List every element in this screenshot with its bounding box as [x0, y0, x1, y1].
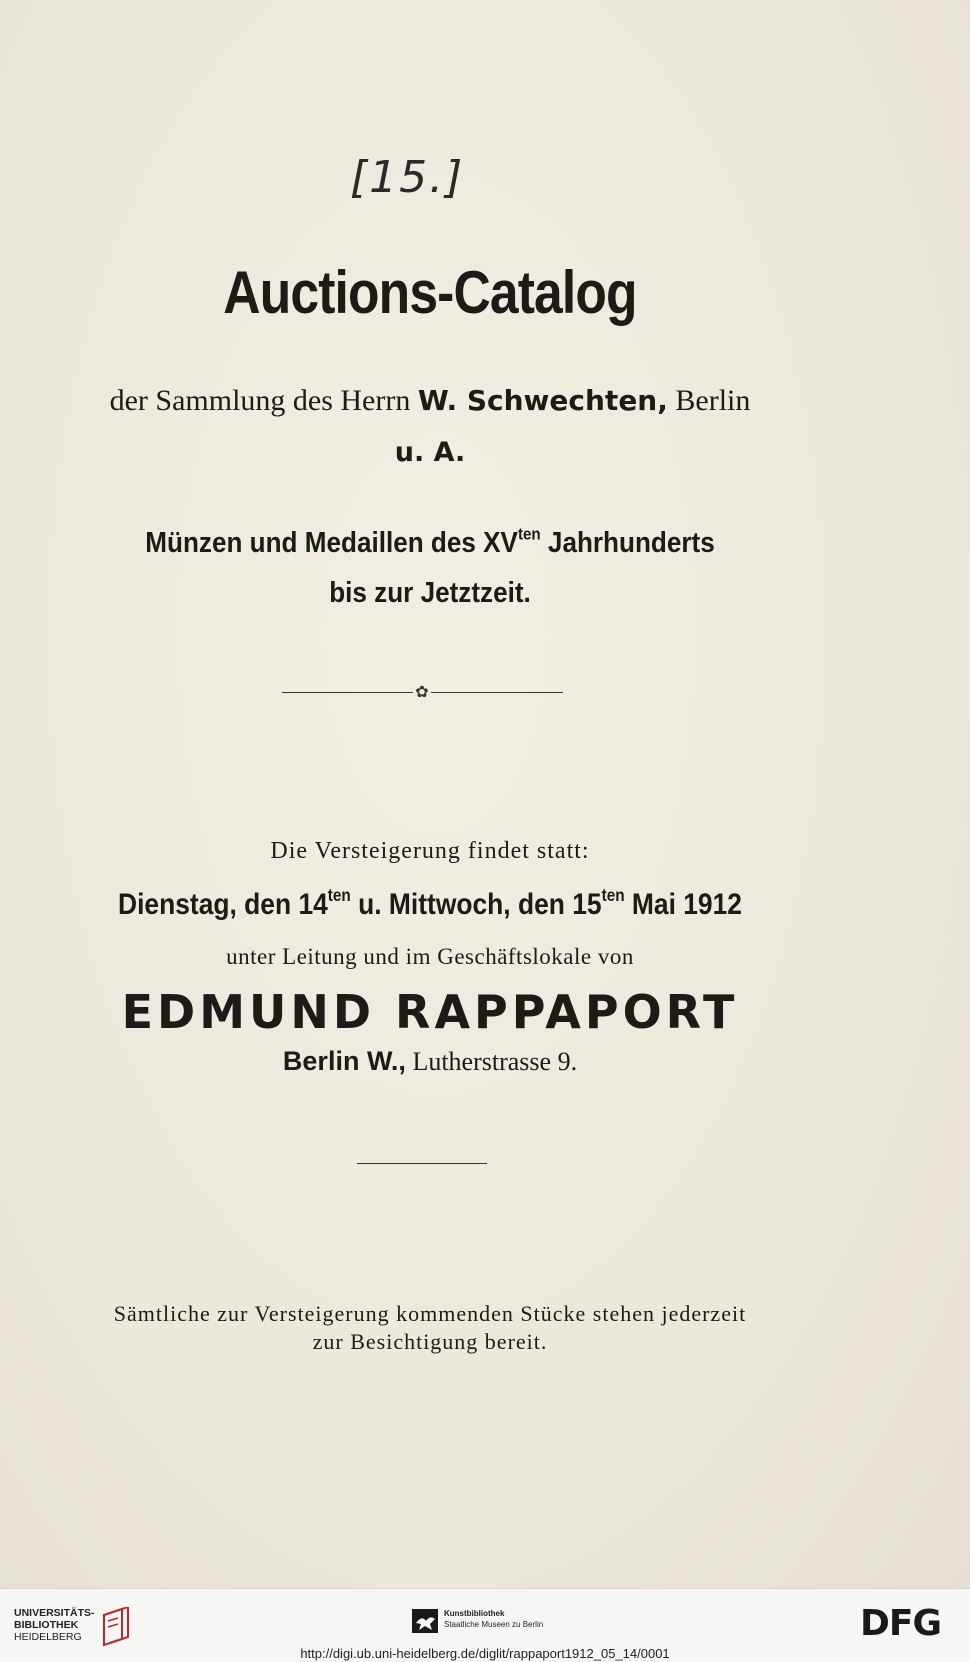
collection-prefix: der Sammlung des Herrn — [109, 384, 411, 417]
permalink[interactable]: http://digi.ub.uni-heidelberg.de/diglit/rappaport1912_05_14/0001 — [300, 1646, 670, 1661]
museum-credit: Kunstbibliothek Staatliche Museen zu Berlin — [444, 1609, 544, 1629]
subject-superscript: ten — [517, 524, 541, 544]
divider-rule — [357, 1163, 487, 1164]
auctioneer-address — [0, 1046, 860, 1077]
digitization-footer — [0, 1588, 970, 1662]
viewing-notice: Sämtliche zur Versteigerung kommenden Stücke stehen jederzeit zur Besichtigung bereit. — [113, 1301, 747, 1354]
auction-lead: unter Leitung und im Geschäftslokale von — [226, 944, 634, 969]
museum-eagle-icon — [412, 1609, 438, 1633]
catalog-subject — [43, 518, 817, 618]
collection-owner: W. Schwechten, — [417, 384, 668, 417]
auction-dates: Dienstag, den $14^{ten}$ u. Mittwoch, den $15^{ten}$ Mai 1912 — [118, 884, 742, 921]
collection-line — [0, 384, 860, 418]
ornament-rule-left — [282, 692, 413, 693]
address-city: Berlin W., — [282, 1046, 406, 1076]
dfg-logo: DFG — [860, 1603, 942, 1644]
library-emblem-icon — [100, 1607, 130, 1647]
ornament-rule-right — [431, 692, 563, 693]
subject-line-2: bis zur Jetztzeit. — [329, 577, 531, 609]
auction-intro: Die Versteigerung findet statt: — [270, 838, 590, 864]
auctioneer-name: EDMUND RAPPAPORT — [121, 985, 739, 1039]
collection-city: Berlin — [675, 384, 751, 417]
flourish-icon: ✿ — [415, 682, 429, 701]
collection-suffix: u. A. — [394, 437, 466, 468]
address-street: Lutherstrasse 9. — [412, 1047, 578, 1076]
subject-line-1: Münzen und Medaillen des $XV^{ten}$ Jahrhunderts — [145, 524, 715, 559]
handwritten-note: [15.] — [350, 152, 465, 203]
catalog-title: Auctions-Catalog — [223, 259, 637, 326]
university-library-logo: UNIVERSITÄTS- BIBLIOTHEK HEIDELBERG — [14, 1607, 95, 1643]
